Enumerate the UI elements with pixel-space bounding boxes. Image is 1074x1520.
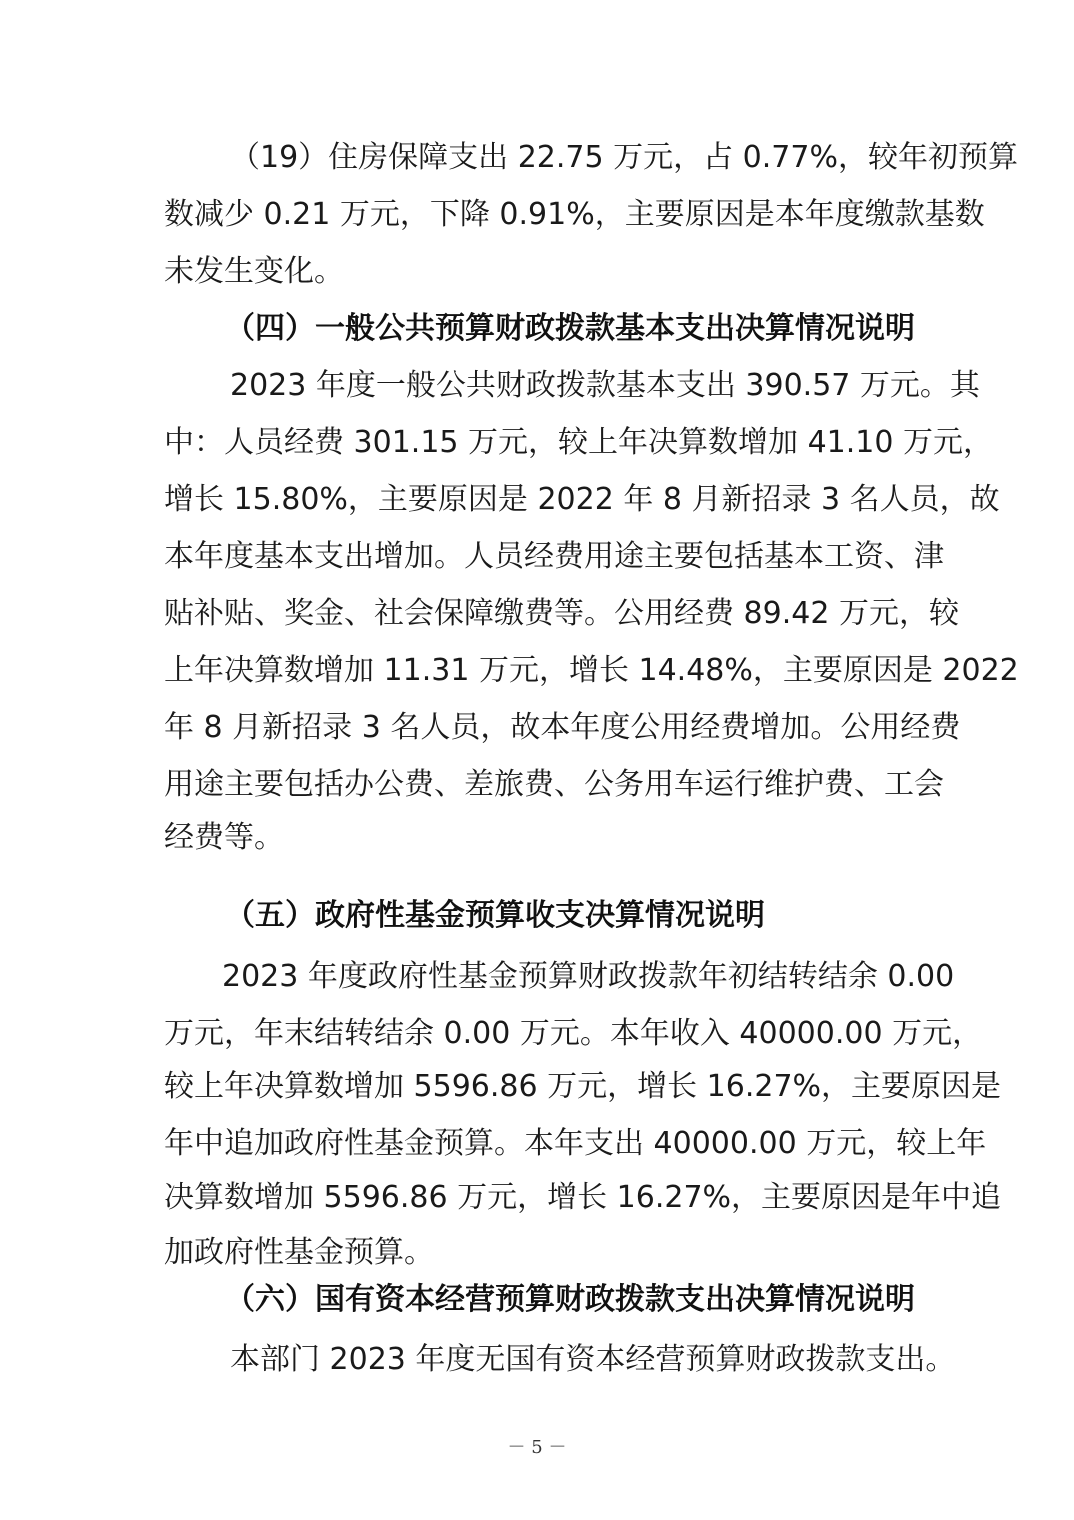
paragraph-line: 加政府性基金预算。 (164, 1235, 434, 1270)
section-heading: （五）政府性基金预算收支决算情况说明 (225, 898, 765, 933)
paragraph-line: 2023 年度一般公共财政拨款基本支出 390.57 万元。其 (230, 368, 980, 403)
paragraph-line: 本部门 2023 年度无国有资本经营预算财政拨款支出。 (230, 1342, 956, 1377)
paragraph-line: 上年决算数增加 11.31 万元，增长 14.48%，主要原因是 2022 (164, 653, 1019, 688)
paragraph-line: 年 8 月新招录 3 名人员，故本年度公用经费增加。公用经费 (164, 710, 961, 745)
paragraph-line: 增长 15.80%，主要原因是 2022 年 8 月新招录 3 名人员，故 (164, 482, 1000, 517)
paragraph-line: 万元，年末结转结余 0.00 万元。本年收入 40000.00 万元， (164, 1016, 983, 1051)
paragraph-line: 决算数增加 5596.86 万元，增长 16.27%，主要原因是年中追 (164, 1180, 1002, 1215)
paragraph-line: 较上年决算数增加 5596.86 万元，增长 16.27%，主要原因是 (164, 1069, 1002, 1104)
paragraph-line: 2023 年度政府性基金预算财政拨款年初结转结余 0.00 (222, 959, 955, 994)
paragraph-line: 中：人员经费 301.15 万元，较上年决算数增加 41.10 万元， (164, 425, 993, 460)
paragraph-line: （19）住房保障支出 22.75 万元，占 0.77%，较年初预算 (230, 140, 1018, 175)
paragraph-line: 经费等。 (164, 820, 284, 855)
paragraph-line: 未发生变化。 (164, 254, 344, 289)
paragraph-line: 贴补贴、奖金、社会保障缴费等。公用经费 89.42 万元，较 (164, 596, 959, 631)
section-heading: （六）国有资本经营预算财政拨款支出决算情况说明 (225, 1282, 915, 1317)
page-number: － 5 － (507, 1437, 567, 1458)
paragraph-line: 本年度基本支出增加。人员经费用途主要包括基本工资、津 (164, 539, 944, 574)
paragraph-line: 年中追加政府性基金预算。本年支出 40000.00 万元，较上年 (164, 1126, 987, 1161)
paragraph-line: 用途主要包括办公费、差旅费、公务用车运行维护费、工会 (164, 767, 944, 802)
paragraph-line: 数减少 0.21 万元，下降 0.91%，主要原因是本年度缴款基数 (164, 197, 985, 232)
section-heading: （四）一般公共预算财政拨款基本支出决算情况说明 (225, 311, 915, 346)
